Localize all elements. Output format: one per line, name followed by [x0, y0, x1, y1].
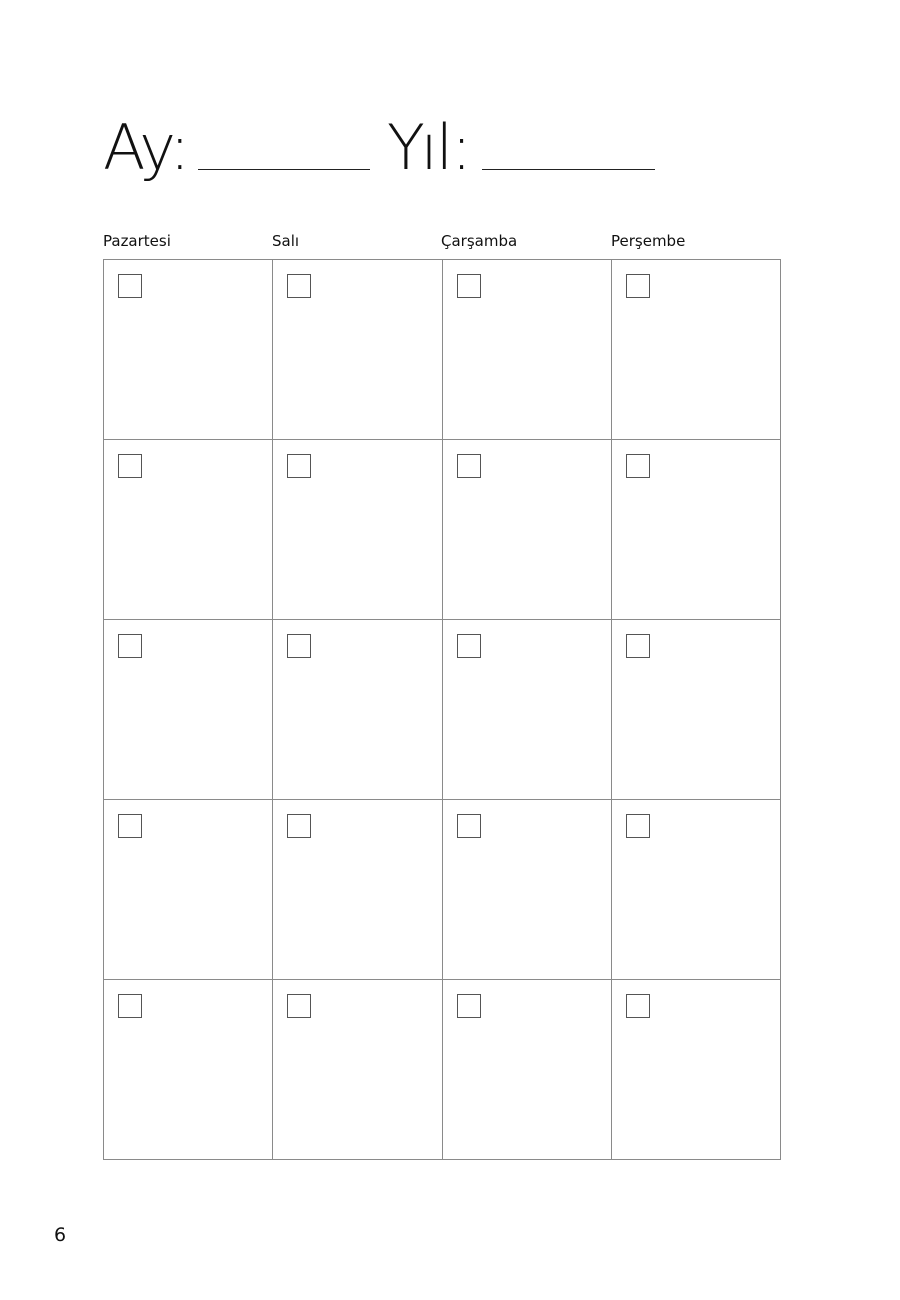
day-cell[interactable] [612, 800, 781, 980]
day-cell[interactable] [104, 260, 273, 440]
calendar-grid [103, 259, 781, 1160]
day-checkbox[interactable] [457, 814, 481, 838]
page-number: 6 [54, 1224, 67, 1246]
day-checkbox[interactable] [626, 814, 650, 838]
year-blank-line[interactable] [482, 169, 655, 170]
day-cell[interactable] [612, 980, 781, 1160]
weekday-tuesday: Salı [272, 232, 300, 250]
day-cell[interactable] [443, 260, 612, 440]
day-cell[interactable] [104, 980, 273, 1160]
day-checkbox[interactable] [287, 634, 311, 658]
day-checkbox[interactable] [287, 454, 311, 478]
month-blank-line[interactable] [198, 169, 370, 170]
day-checkbox[interactable] [626, 994, 650, 1018]
day-checkbox[interactable] [287, 814, 311, 838]
day-cell[interactable] [612, 620, 781, 800]
day-cell[interactable] [273, 260, 442, 440]
day-cell[interactable] [104, 800, 273, 980]
weekday-wednesday: Çarşamba [441, 232, 518, 250]
year-label: Yıl: [387, 111, 471, 184]
weekday-monday: Pazartesi [103, 232, 171, 250]
day-cell[interactable] [612, 440, 781, 620]
day-cell[interactable] [273, 620, 442, 800]
day-checkbox[interactable] [287, 274, 311, 298]
day-checkbox[interactable] [457, 274, 481, 298]
day-checkbox[interactable] [457, 634, 481, 658]
day-cell[interactable] [273, 440, 442, 620]
day-checkbox[interactable] [118, 454, 142, 478]
day-cell[interactable] [273, 800, 442, 980]
day-cell[interactable] [273, 980, 442, 1160]
page-header [0, 0, 900, 200]
day-cell[interactable] [104, 620, 273, 800]
weekday-header-row [103, 231, 781, 253]
day-checkbox[interactable] [626, 454, 650, 478]
day-checkbox[interactable] [118, 994, 142, 1018]
weekday-thursday: Perşembe [611, 232, 686, 250]
day-checkbox[interactable] [457, 454, 481, 478]
day-checkbox[interactable] [287, 994, 311, 1018]
day-cell[interactable] [443, 620, 612, 800]
day-checkbox[interactable] [118, 814, 142, 838]
day-cell[interactable] [443, 980, 612, 1160]
day-cell[interactable] [104, 440, 273, 620]
day-cell[interactable] [612, 260, 781, 440]
day-checkbox[interactable] [626, 274, 650, 298]
day-checkbox[interactable] [118, 274, 142, 298]
day-checkbox[interactable] [626, 634, 650, 658]
day-cell[interactable] [443, 440, 612, 620]
month-label: Ay: [103, 111, 189, 184]
day-cell[interactable] [443, 800, 612, 980]
day-checkbox[interactable] [118, 634, 142, 658]
day-checkbox[interactable] [457, 994, 481, 1018]
